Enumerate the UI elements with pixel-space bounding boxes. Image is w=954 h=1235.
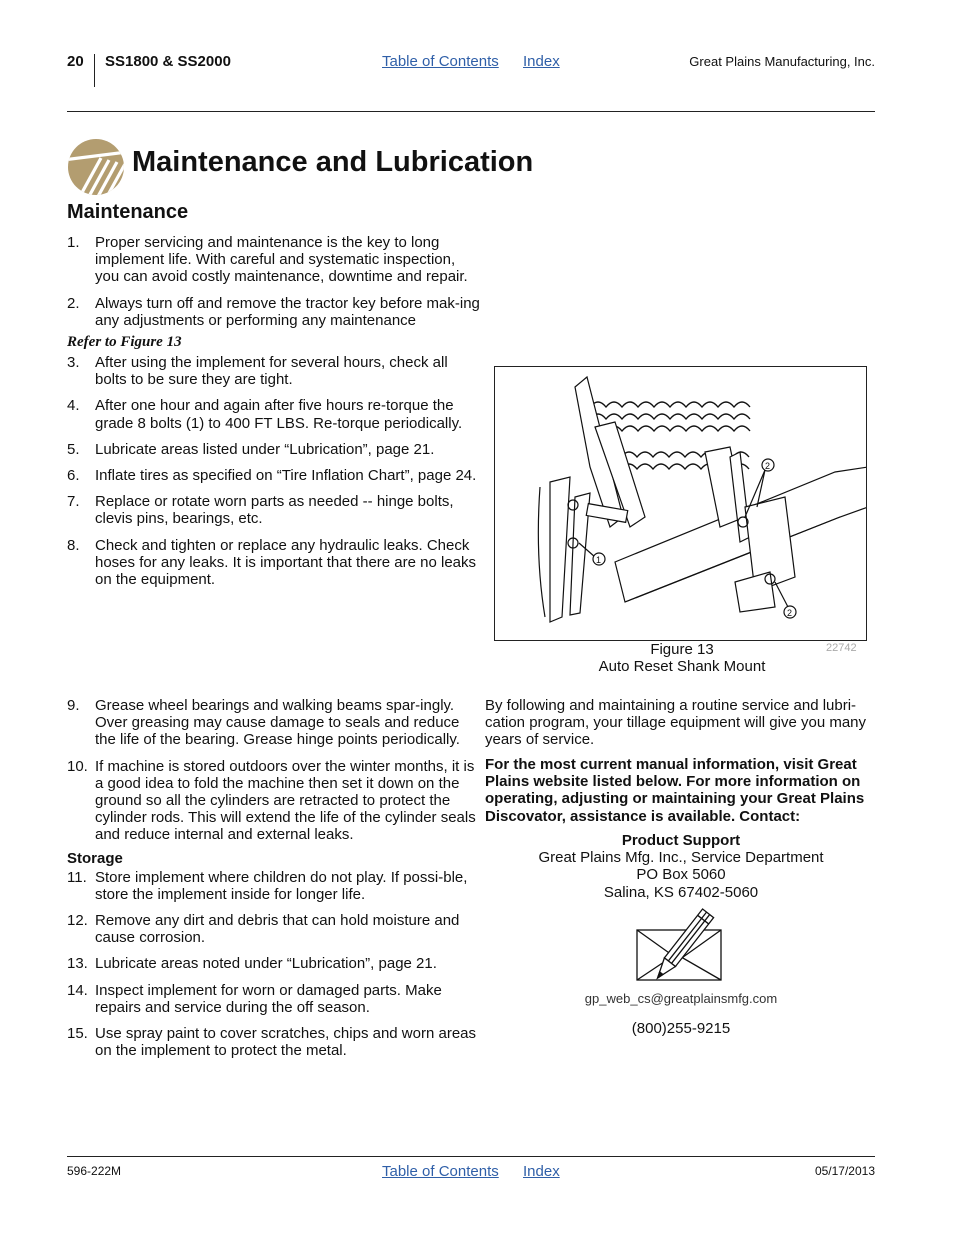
publish-date: 05/17/2013: [814, 1164, 875, 1178]
support-title: Product Support: [621, 832, 741, 849]
list-item: 3. After using the implement for several hours, check all bolts to be sure they are tight.: [67, 354, 448, 389]
page-title: Maintenance and Lubrication: [132, 146, 534, 178]
callout-1: 1: [596, 555, 602, 565]
product-support-block: [485, 832, 877, 901]
section-heading: Maintenance: [67, 201, 189, 223]
list-item: 11. Store implement where children do not play. If possi-ble, store the implement inside for longer life.: [67, 868, 468, 903]
storage-heading: Storage: [67, 849, 123, 867]
header-index-link[interactable]: Index: [523, 53, 560, 70]
header-divider: [94, 54, 95, 87]
figure-caption: Figure 13 Auto Reset Shank Mount: [598, 641, 766, 675]
header-rule: [67, 111, 875, 112]
list-item: 14. Inspect implement for worn or damaged parts. Make repairs and service during the off season.: [67, 981, 442, 1016]
service-paragraph: By following and maintaining a routine service and lubri-cation program, your tillage equipment will give you many years of service.: [485, 697, 867, 749]
list-item: 5. Lubricate areas listed under “Lubrication”, page 21.: [67, 440, 435, 458]
footer-index-link[interactable]: Index: [523, 1163, 560, 1180]
support-address-line: Salina, KS 67402-5060: [603, 883, 759, 901]
header-toc-link[interactable]: Table of Contents: [382, 53, 499, 70]
list-item: 12. Remove any dirt and debris that can hold moisture and cause corrosion.: [67, 912, 460, 947]
maintenance-list-top: [67, 234, 482, 597]
list-item: 1. Proper servicing and maintenance is the key to long implement life. With careful and systematic inspection, you can avoid costly maintenance, downtime and repair.: [67, 234, 468, 286]
list-item: 4. After one hour and again after five hours re-torque the grade 8 bolts (1) to 400 FT LBS. Re-torque periodically.: [67, 397, 463, 432]
email-envelope-icon: [636, 908, 724, 992]
list-item: 15. Use spray paint to cover scratches, chips and worn areas on the implement to protect the metal.: [67, 1025, 477, 1060]
callout-2-lower: 2: [787, 608, 793, 618]
footer-rule: [67, 1156, 875, 1157]
figure-13-image: [494, 366, 867, 641]
model-name: SS1800 & SS2000: [105, 53, 231, 70]
figure-ref-number: 22742: [826, 642, 857, 654]
great-plains-logo-icon: [67, 138, 125, 196]
figure-reference: Refer to Figure 13: [67, 334, 182, 351]
list-item: 2. Always turn off and remove the tractor key before mak-ing any adjustments or performing any maintenance: [67, 294, 480, 329]
support-phone: (800)255-9215: [631, 1020, 731, 1037]
list-item: 6. Inflate tires as specified on “Tire Inflation Chart”, page 24.: [67, 467, 477, 485]
footer-toc-link[interactable]: Table of Contents: [382, 1163, 499, 1180]
company-name: Great Plains Manufacturing, Inc.: [689, 54, 875, 69]
maintenance-list-bottom: [67, 697, 482, 1068]
callout-2-upper: 2: [765, 461, 771, 471]
contact-paragraph: For the most current manual information, visit Great Plains website listed below. For more information on operating, adjusting or maintaining your Great Plains Discovator, assistance is available. Contact:: [485, 756, 865, 825]
list-item: 10. If machine is stored outdoors over the winter months, it is a good idea to fold the machine then set it down on the ground so all the cylinders are retracted to protect the cylinder rods. This will extend the life of the cylinder seals and reduce internal and external leaks.: [67, 757, 476, 844]
page-number: 20: [67, 53, 84, 70]
list-item: 13. Lubricate areas noted under “Lubrication”, page 21.: [67, 955, 437, 973]
support-email-link[interactable]: gp_web_cs@greatplainsmfg.com: [584, 991, 778, 1006]
list-item: 9. Grease wheel bearings and walking beams spar-ingly. Over greasing may cause damage to seals and reduce the life of the bearing. Grease hinge points periodically.: [67, 697, 460, 749]
list-item: 8. Check and tighten or replace any hydraulic leaks. Check hoses for any leaks. It is important that there are no leaks on the equipment.: [67, 536, 477, 589]
support-address-line: PO Box 5060: [636, 866, 726, 884]
support-address-line: Great Plains Mfg. Inc., Service Department: [538, 849, 824, 867]
list-item: 7. Replace or rotate worn parts as needed -- hinge bolts, clevis pins, bearings, etc.: [67, 493, 454, 528]
doc-number: 596-222M: [67, 1164, 122, 1178]
